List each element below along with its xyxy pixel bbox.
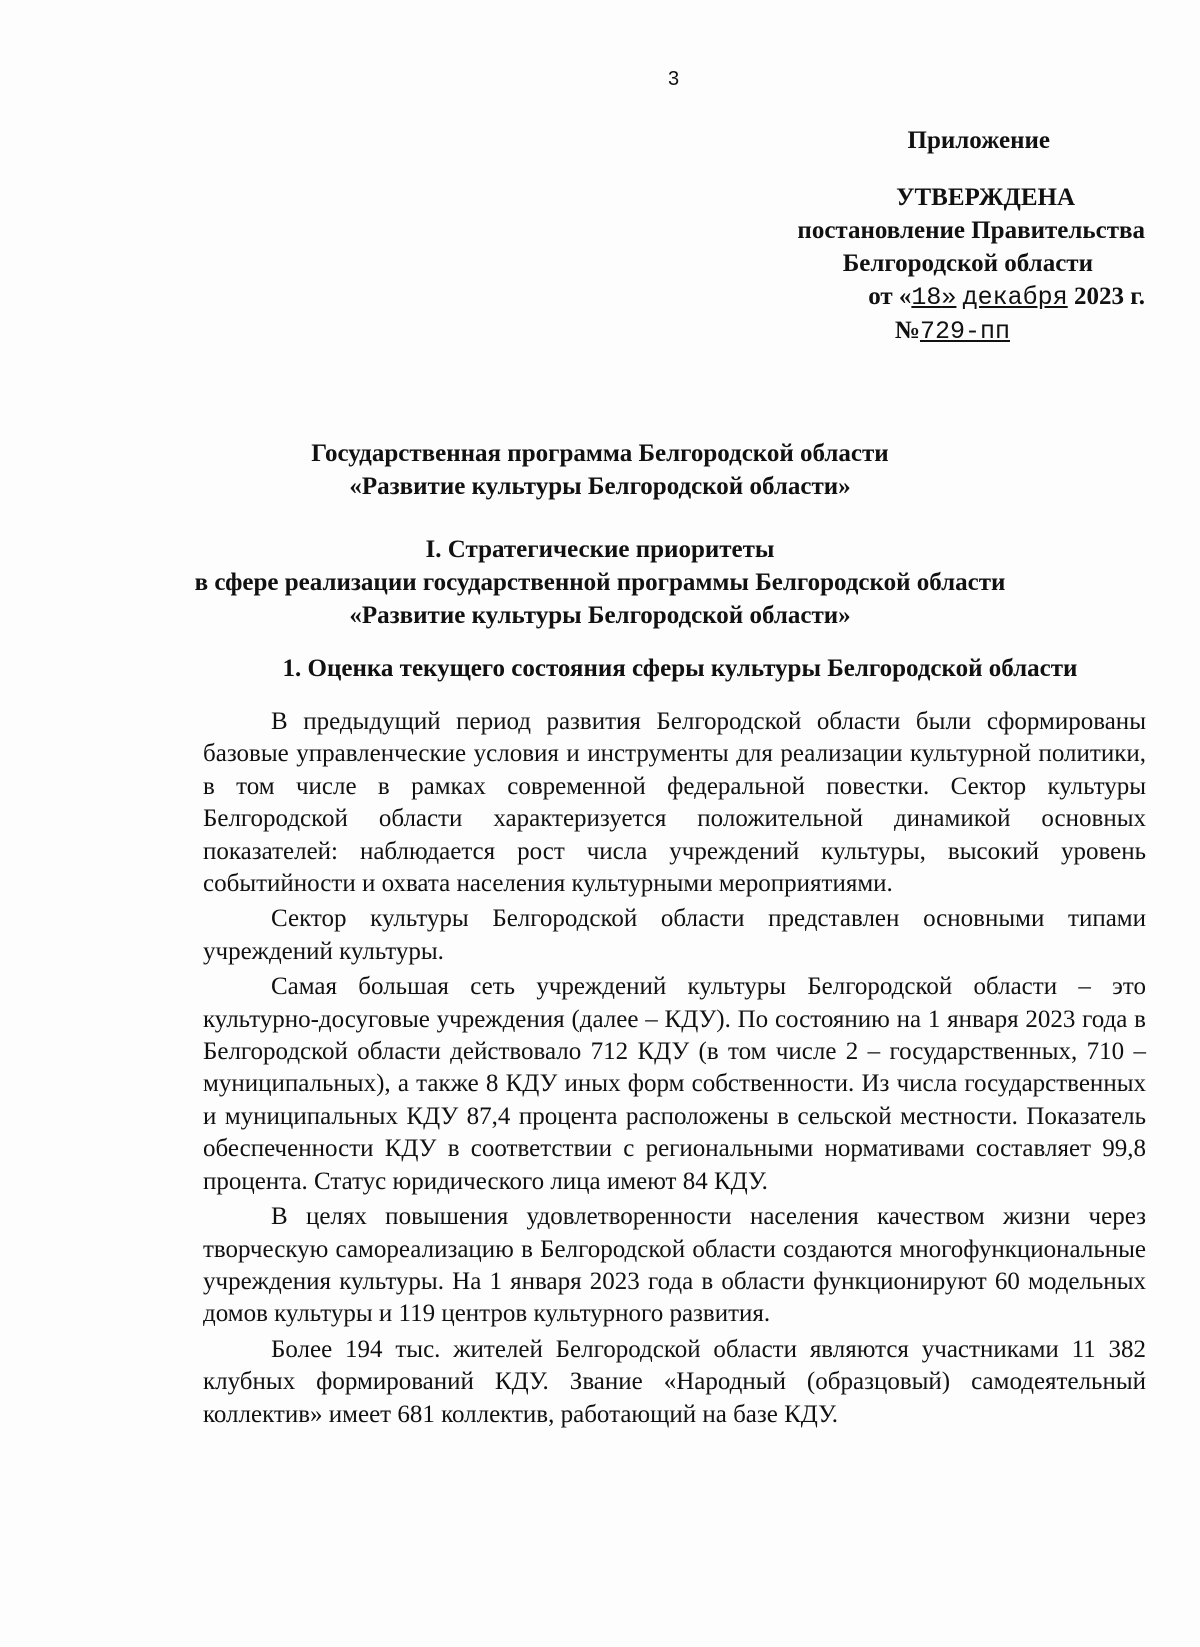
number-value: 729-пп — [919, 317, 1010, 346]
date-close: » — [941, 283, 957, 312]
decree-label: постановление Правительства — [797, 217, 1145, 244]
approved-label: УТВЕРЖДЕНА — [896, 184, 1075, 211]
date-prefix: от « — [868, 283, 912, 310]
approval-stamp-block — [797, 124, 1145, 348]
subsection-title: 1. Оценка текущего состояния сферы культуры Белгородской области — [282, 655, 1078, 682]
paragraph: Более 194 тыс. жителей Белгородской области являются участниками 11 382 клубных формирований КДУ. Звание «Народный (образцовый) самодеятельный коллектив» имеет 681 коллектив, работающий на базе КДУ. — [203, 1335, 1146, 1428]
program-title — [0, 437, 1200, 503]
program-title-line-2: «Развитие культуры Белгородской области» — [349, 473, 851, 500]
section-title-line-1: I. Стратегические приоритеты — [425, 536, 775, 563]
number-prefix: № — [894, 317, 920, 344]
paragraph: Самая большая сеть учреждений культуры Белгородской области – это культурно-досуговые учреждения (далее – КДУ). По состоянию на 1 января 2023 года в Белгородской области действовало 712 КДУ (в том числе 2 – государственных, 710 – муниципальных), а также 8 КДУ иных форм собственности. Из числа государственных и муниципальных КДУ 87,4 процента расположены в сельской местности. Показатель обеспеченности КДУ в соответствии с региональными нормативами составляет 99,8 процента. Статус юридического лица имеют 84 КДУ. — [203, 973, 1146, 1195]
date-year: 2023 г. — [1073, 283, 1145, 310]
date-month: декабря — [962, 283, 1068, 312]
appendix-label: Приложение — [907, 127, 1050, 154]
body-text — [203, 706, 1146, 1434]
page-number: 3 — [668, 68, 680, 90]
region-label: Белгородской области — [842, 250, 1093, 277]
section-title — [0, 533, 1200, 632]
section-title-line-2: в сфере реализации государственной программы Белгородской области — [194, 569, 1006, 596]
paragraph: В предыдущий период развития Белгородской области были сформированы базовые управленческие условия и инструменты для реализации культурной политики, в том числе в рамках современной федеральной повестки. Сектор культуры Белгородской области характеризуется положительной динамикой основных показателей: наблюдается рост числа учреждений культуры, высокий уровень событийности и охвата населения культурными мероприятиями. — [203, 708, 1146, 898]
paragraph: Сектор культуры Белгородской области представлен основными типами учреждений культуры. — [203, 905, 1146, 965]
decree-number — [797, 314, 1010, 348]
paragraph: В целях повышения удовлетворенности населения качеством жизни через творческую самореализацию в Белгородской области создаются многофункциональные учреждения культуры. На 1 января 2023 года в области функционируют 60 модельных домов культуры и 119 центров культурного развития. — [203, 1203, 1146, 1328]
decree-date — [797, 280, 1145, 314]
date-day: 18 — [911, 283, 942, 312]
program-title-line-1: Государственная программа Белгородской области — [311, 440, 889, 467]
section-title-line-3: «Развитие культуры Белгородской области» — [349, 602, 851, 629]
